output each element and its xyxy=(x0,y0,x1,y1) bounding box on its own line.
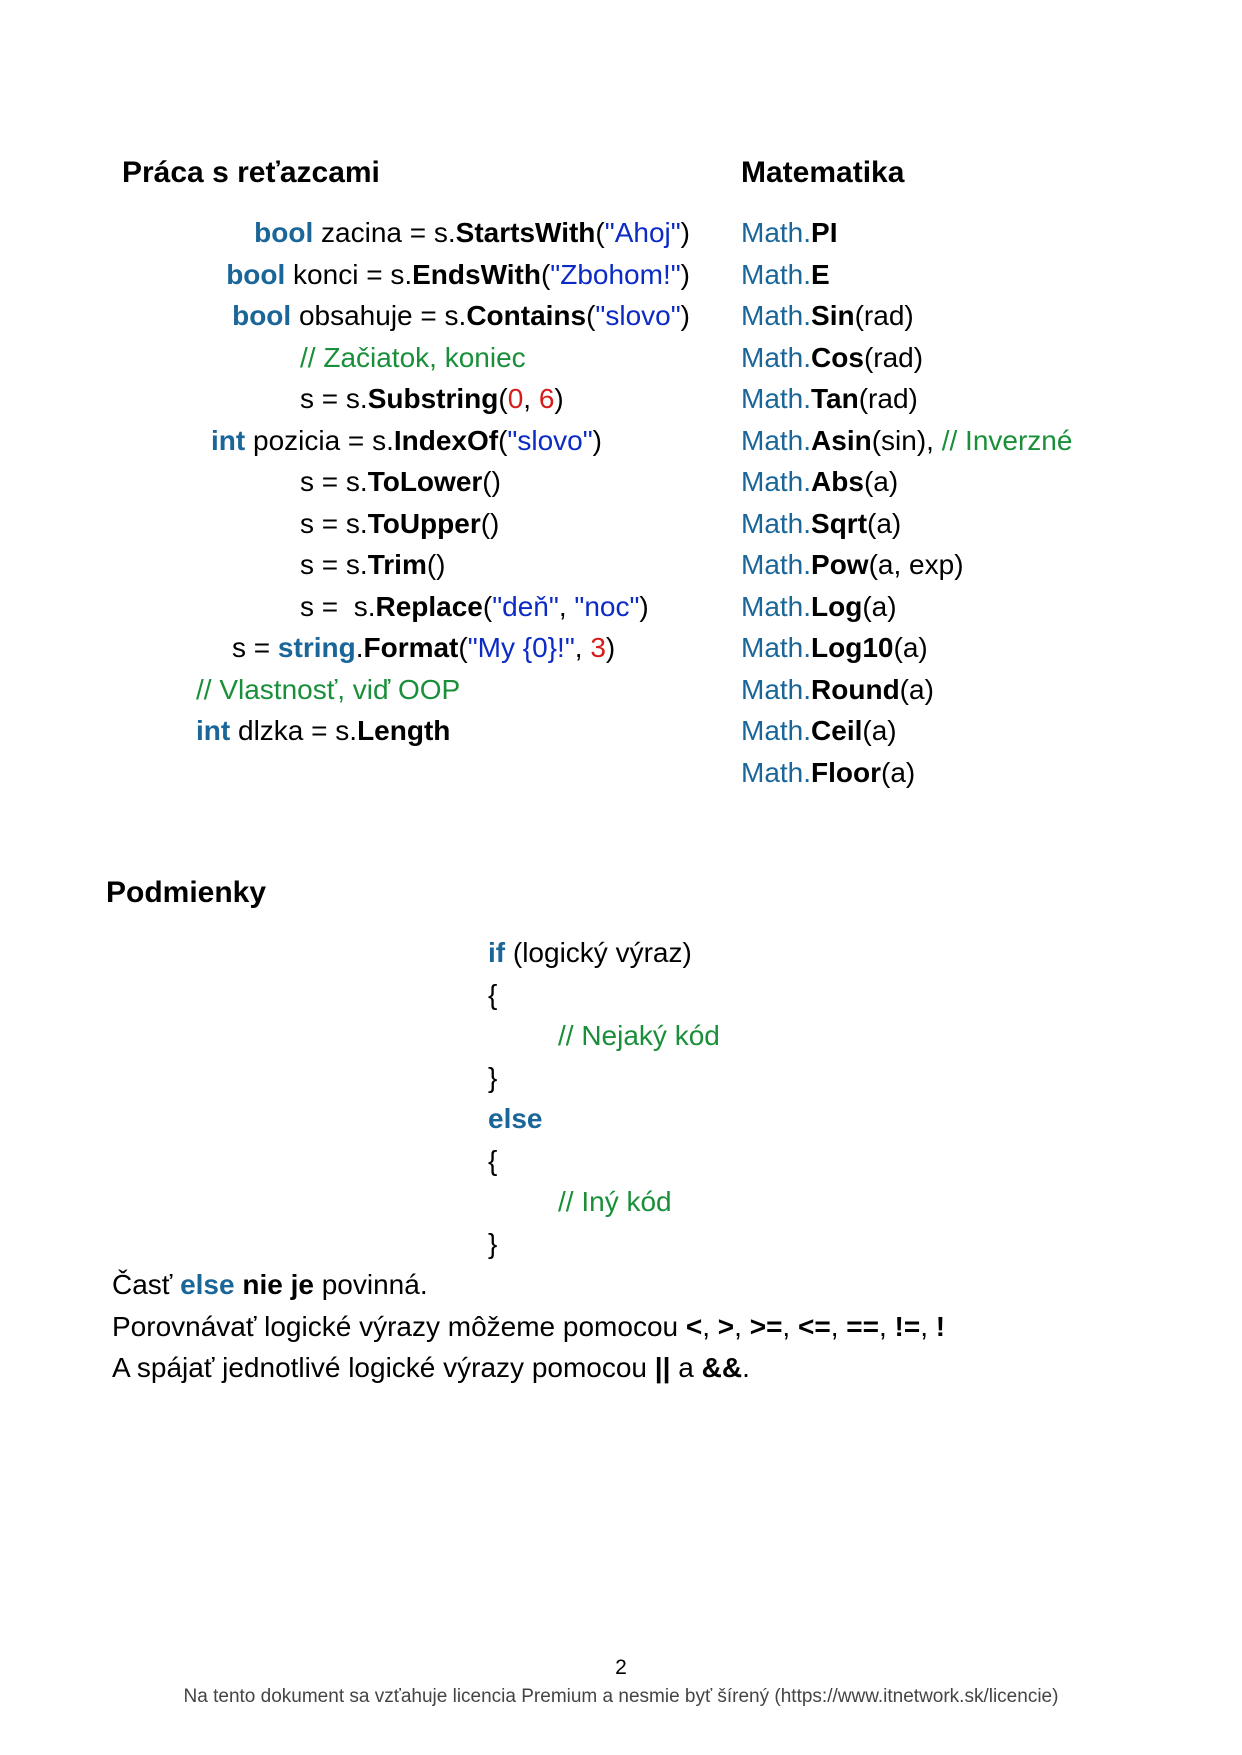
code-token: Math. xyxy=(741,217,812,248)
code-token: if xyxy=(488,937,506,968)
code-token: PI xyxy=(811,217,838,248)
code-token: ( xyxy=(595,217,605,248)
code-token: Math. xyxy=(741,341,812,373)
code-token: Math. xyxy=(741,756,812,788)
note-line xyxy=(112,1347,750,1388)
code-token: Math. xyxy=(741,258,812,290)
math-method-line xyxy=(741,544,964,585)
license-footer: Na tento dokument sa vzťahuje licencia Premium a nesmie byť šírený (https://www.itnetwork.sk/licencie) xyxy=(183,1686,1059,1707)
code-token: ) xyxy=(554,383,564,414)
condition-code-line xyxy=(488,1098,543,1139)
code-token: (a) xyxy=(899,673,934,705)
string-method-line xyxy=(211,420,602,461)
math-method-line xyxy=(741,212,838,253)
code-token: Log10 xyxy=(811,632,894,663)
math-method-line xyxy=(741,627,928,668)
code-token: == xyxy=(846,1310,879,1342)
code-token: Porovnávať logické výrazy môžeme pomocou xyxy=(112,1310,686,1342)
string-method-line xyxy=(300,544,446,585)
code-token: , xyxy=(558,590,575,622)
code-token: "Zbohom!" xyxy=(550,258,681,290)
code-token: a xyxy=(670,1352,702,1383)
code-token: Substring xyxy=(367,383,499,414)
code-token: // Inverzné xyxy=(941,424,1073,456)
code-token: Ceil xyxy=(811,715,863,746)
code-token: () xyxy=(426,549,446,580)
code-token: s = s. xyxy=(300,590,376,622)
code-token: } xyxy=(488,1227,498,1259)
code-token: Tan xyxy=(811,383,859,414)
code-token: , xyxy=(523,383,539,414)
code-token: { xyxy=(488,978,498,1010)
code-token: (rad) xyxy=(854,300,914,331)
string-method-line xyxy=(254,212,690,253)
code-token: ) xyxy=(592,424,602,456)
code-token: Sin xyxy=(811,300,855,331)
condition-code-line xyxy=(558,1015,720,1056)
code-token: nie je xyxy=(242,1269,314,1300)
code-token: s = s. xyxy=(300,383,368,414)
code-token: Format xyxy=(363,632,459,663)
math-method-line xyxy=(741,461,898,502)
code-token: konci = s. xyxy=(285,258,413,290)
code-token: , xyxy=(734,1310,750,1342)
code-token: (a) xyxy=(862,715,897,746)
code-token: || xyxy=(654,1352,671,1383)
code-token: < xyxy=(685,1310,703,1342)
code-token: // Vlastnosť, viď OOP xyxy=(196,673,461,705)
code-token: && xyxy=(701,1352,743,1383)
code-token: string xyxy=(277,632,356,663)
code-token: int xyxy=(211,424,246,456)
code-token: EndsWith xyxy=(412,258,541,290)
code-token: ToUpper xyxy=(367,507,481,539)
math-method-line xyxy=(741,254,830,295)
code-token: int xyxy=(196,715,231,746)
code-token: (a) xyxy=(863,466,899,497)
code-token: Math. xyxy=(741,590,812,622)
code-token: Length xyxy=(357,715,451,746)
code-token: Math. xyxy=(741,383,812,414)
code-token: else xyxy=(180,1269,235,1300)
code-token: Math. xyxy=(741,300,812,331)
code-token: Math. xyxy=(741,507,812,539)
code-token: s = s. xyxy=(300,549,368,580)
code-token: , xyxy=(878,1310,895,1342)
code-token: s = xyxy=(232,632,278,663)
code-token: Časť xyxy=(112,1269,181,1300)
code-token: s = s. xyxy=(300,507,368,539)
code-token: ) xyxy=(680,217,690,248)
code-token: bool xyxy=(226,258,286,290)
code-token: , xyxy=(920,1310,936,1342)
code-token: , xyxy=(574,632,591,663)
code-token: Round xyxy=(811,673,900,705)
math-method-line xyxy=(741,337,923,378)
code-token: pozicia = s. xyxy=(245,424,394,456)
code-token: Math. xyxy=(741,466,812,497)
math-method-line xyxy=(741,295,914,336)
math-method-line xyxy=(741,378,918,419)
code-token: Log xyxy=(811,590,863,622)
code-token: "deň" xyxy=(492,590,559,622)
code-token: != xyxy=(894,1310,921,1342)
condition-code-line xyxy=(488,1140,497,1181)
note-line xyxy=(112,1306,945,1347)
code-token: (a) xyxy=(893,632,928,663)
code-token: ) xyxy=(639,590,649,622)
code-token: else xyxy=(488,1103,543,1134)
code-token: E xyxy=(811,258,830,290)
code-token: Floor xyxy=(811,756,882,788)
code-token: (a, exp) xyxy=(868,549,964,580)
code-token: Trim xyxy=(367,549,427,580)
string-method-line xyxy=(300,337,526,378)
code-token: Replace xyxy=(375,590,483,622)
code-token: A spájať jednotlivé logické výrazy pomocou xyxy=(112,1352,655,1383)
code-token: dlzka = s. xyxy=(230,715,358,746)
code-token: ! xyxy=(935,1310,946,1342)
code-token: Math. xyxy=(741,715,812,746)
code-token: ( xyxy=(540,258,551,290)
code-token: ( xyxy=(586,300,596,331)
code-token: () xyxy=(480,507,500,539)
code-token: (a) xyxy=(867,507,902,539)
condition-code-line xyxy=(488,932,692,973)
math-method-line xyxy=(741,503,901,544)
code-token: zacina = s. xyxy=(313,217,456,248)
code-token: (rad) xyxy=(858,383,918,414)
page-number: 2 xyxy=(615,1656,627,1679)
code-token: (logický výraz) xyxy=(505,937,692,968)
code-token: <= xyxy=(797,1310,831,1342)
code-token: 0 xyxy=(507,383,524,414)
math-method-line xyxy=(741,752,915,793)
math-method-line xyxy=(741,669,934,710)
math-method-line xyxy=(741,586,897,627)
code-token: Math. xyxy=(741,424,812,456)
code-token: Cos xyxy=(811,341,864,373)
code-token: bool xyxy=(254,217,314,248)
code-token: (a) xyxy=(881,756,916,788)
code-token: // Nejaký kód xyxy=(558,1020,720,1051)
code-token: , xyxy=(702,1310,718,1342)
condition-code-line xyxy=(488,1057,497,1098)
code-token: 3 xyxy=(590,632,606,663)
code-token: // Začiatok, koniec xyxy=(300,341,526,373)
condition-code-line xyxy=(488,974,497,1015)
code-token: ) xyxy=(680,300,690,331)
string-method-line xyxy=(196,710,450,751)
code-token: Sqrt xyxy=(811,507,868,539)
code-token: StartsWith xyxy=(455,217,596,248)
conditions-heading: Podmienky xyxy=(106,876,267,909)
string-method-line xyxy=(300,503,499,544)
code-token: IndexOf xyxy=(393,424,499,456)
math-method-line xyxy=(741,420,1072,461)
code-token: ( xyxy=(458,632,468,663)
code-token: . xyxy=(355,632,364,663)
code-token: s = s. xyxy=(300,466,368,497)
code-token: "noc" xyxy=(574,590,640,622)
code-token: obsahuje = s. xyxy=(291,300,467,331)
code-token: , xyxy=(782,1310,798,1342)
code-token: "Ahoj" xyxy=(604,217,681,248)
code-token: bool xyxy=(232,300,292,331)
code-token: > xyxy=(717,1310,735,1342)
string-method-line xyxy=(300,378,564,419)
code-token: , xyxy=(830,1310,847,1342)
code-token: "My {0}!" xyxy=(467,632,575,663)
code-token: } xyxy=(488,1061,498,1093)
math-heading: Matematika xyxy=(741,156,905,189)
note-line xyxy=(112,1264,428,1305)
code-token: ( xyxy=(498,424,508,456)
code-token: (rad) xyxy=(863,341,924,373)
string-method-line xyxy=(196,669,460,710)
code-token: ) xyxy=(680,258,690,290)
code-token: ( xyxy=(482,590,493,622)
string-method-line xyxy=(300,586,649,627)
condition-code-line xyxy=(558,1181,672,1222)
strings-heading: Práca s reťazcami xyxy=(122,156,380,189)
math-method-line xyxy=(741,710,897,751)
condition-code-line xyxy=(488,1223,497,1264)
string-method-line xyxy=(232,627,615,668)
code-token: Math. xyxy=(741,549,812,580)
code-token: "slovo" xyxy=(595,300,681,331)
code-token: povinná. xyxy=(313,1269,428,1300)
code-token: Abs xyxy=(811,466,864,497)
code-token: Math. xyxy=(741,673,812,705)
code-token: Asin xyxy=(811,424,872,456)
code-token: 6 xyxy=(538,383,555,414)
code-token: ( xyxy=(498,383,508,414)
code-token: // Iný kód xyxy=(558,1186,672,1217)
code-token: Pow xyxy=(811,549,869,580)
code-token: "slovo" xyxy=(507,424,593,456)
code-token: ) xyxy=(605,632,616,663)
code-token: Contains xyxy=(466,300,587,331)
code-token: { xyxy=(488,1144,498,1176)
string-method-line xyxy=(226,254,690,295)
code-token: . xyxy=(742,1352,750,1383)
code-token: () xyxy=(482,466,501,497)
code-token: (a) xyxy=(862,590,897,622)
string-method-line xyxy=(300,461,501,502)
string-method-line xyxy=(232,295,690,336)
code-token: ToLower xyxy=(367,466,483,497)
code-token: Math. xyxy=(741,632,812,663)
code-token: >= xyxy=(749,1310,783,1342)
code-token: (sin), xyxy=(871,424,942,456)
